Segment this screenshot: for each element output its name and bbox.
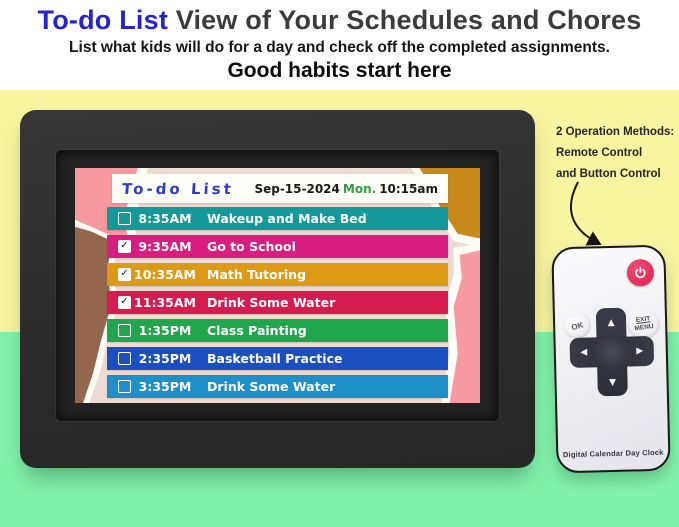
device-screen[interactable] bbox=[75, 168, 480, 403]
checkbox-unchecked-icon[interactable] bbox=[118, 380, 131, 393]
arrow-up-icon: ▲ bbox=[607, 317, 615, 329]
checkbox-unchecked-icon[interactable] bbox=[118, 212, 131, 225]
row-task: Basketball Practice bbox=[207, 351, 343, 366]
hero-header bbox=[0, 0, 679, 90]
row-time: 11:35AM bbox=[134, 295, 196, 310]
annotation-line: 2 Operation Methods: bbox=[556, 126, 675, 138]
dpad-right-button[interactable] bbox=[626, 337, 653, 366]
todo-rows bbox=[107, 207, 448, 403]
row-task: Math Tutoring bbox=[207, 267, 307, 282]
remote-brand-label: Digital Calendar Day Clock bbox=[562, 447, 664, 460]
row-time: 3:35PM bbox=[138, 379, 192, 394]
todo-row[interactable] bbox=[107, 235, 448, 258]
row-task: Drink Some Water bbox=[207, 295, 336, 310]
power-button[interactable] bbox=[627, 259, 655, 287]
row-time: 8:35AM bbox=[138, 211, 192, 226]
dpad-down-button[interactable] bbox=[597, 370, 628, 397]
todo-row[interactable] bbox=[107, 319, 448, 342]
row-time: 9:35AM bbox=[138, 239, 192, 254]
date-label: Sep-15-2024 bbox=[254, 181, 340, 196]
weekday-label: Mon. bbox=[342, 181, 377, 196]
arrow-right-icon: ▶ bbox=[636, 346, 644, 357]
row-task: Go to School bbox=[207, 239, 296, 254]
menu-label: MENU bbox=[634, 322, 655, 333]
list-title: To-do List bbox=[121, 179, 235, 198]
remote-control bbox=[551, 245, 670, 474]
page-subtitle: List what kids will do for a day and check off the completed assignments. bbox=[69, 39, 610, 56]
exit-label: EXIT bbox=[635, 315, 651, 325]
dpad-left-button[interactable] bbox=[570, 338, 597, 367]
page-title bbox=[0, 5, 679, 36]
row-time: 10:35AM bbox=[134, 267, 196, 282]
checkbox-checked-icon[interactable]: ✓ bbox=[118, 268, 131, 281]
checkbox-unchecked-icon[interactable] bbox=[118, 352, 131, 365]
screen-header-bar bbox=[112, 174, 448, 203]
photo-frame bbox=[20, 110, 535, 468]
power-icon bbox=[634, 266, 647, 279]
ok-button-label: OK bbox=[570, 319, 585, 332]
todo-row[interactable] bbox=[107, 347, 448, 370]
annotation-line: and Button Control bbox=[556, 168, 661, 180]
page-title-highlight: To-do List bbox=[37, 5, 169, 35]
todo-row[interactable] bbox=[107, 375, 448, 398]
page-title-rest: View of Your Schedules and Chores bbox=[168, 5, 642, 35]
annotation-text bbox=[556, 122, 678, 185]
row-time: 2:35PM bbox=[138, 351, 192, 366]
checkbox-checked-icon[interactable]: ✓ bbox=[118, 296, 131, 309]
annotation-line: Remote Control bbox=[556, 147, 643, 159]
checkbox-checked-icon[interactable]: ✓ bbox=[118, 240, 131, 253]
row-task: Wakeup and Make Bed bbox=[207, 211, 367, 226]
datetime-label bbox=[254, 182, 438, 196]
todo-row[interactable] bbox=[107, 263, 448, 286]
arrow-down-icon: ▼ bbox=[608, 377, 617, 389]
dpad-up-button[interactable] bbox=[596, 310, 627, 337]
checkbox-unchecked-icon[interactable] bbox=[118, 324, 131, 337]
row-task: Drink Some Water bbox=[207, 379, 336, 394]
page-tagline: Good habits start here bbox=[227, 59, 452, 82]
todo-row[interactable] bbox=[107, 291, 448, 314]
row-task: Class Painting bbox=[207, 323, 307, 338]
arrow-left-icon: ◀ bbox=[580, 347, 588, 358]
time-label: 10:15am bbox=[379, 181, 438, 196]
row-time: 1:35PM bbox=[138, 323, 192, 338]
todo-row[interactable] bbox=[107, 207, 448, 230]
